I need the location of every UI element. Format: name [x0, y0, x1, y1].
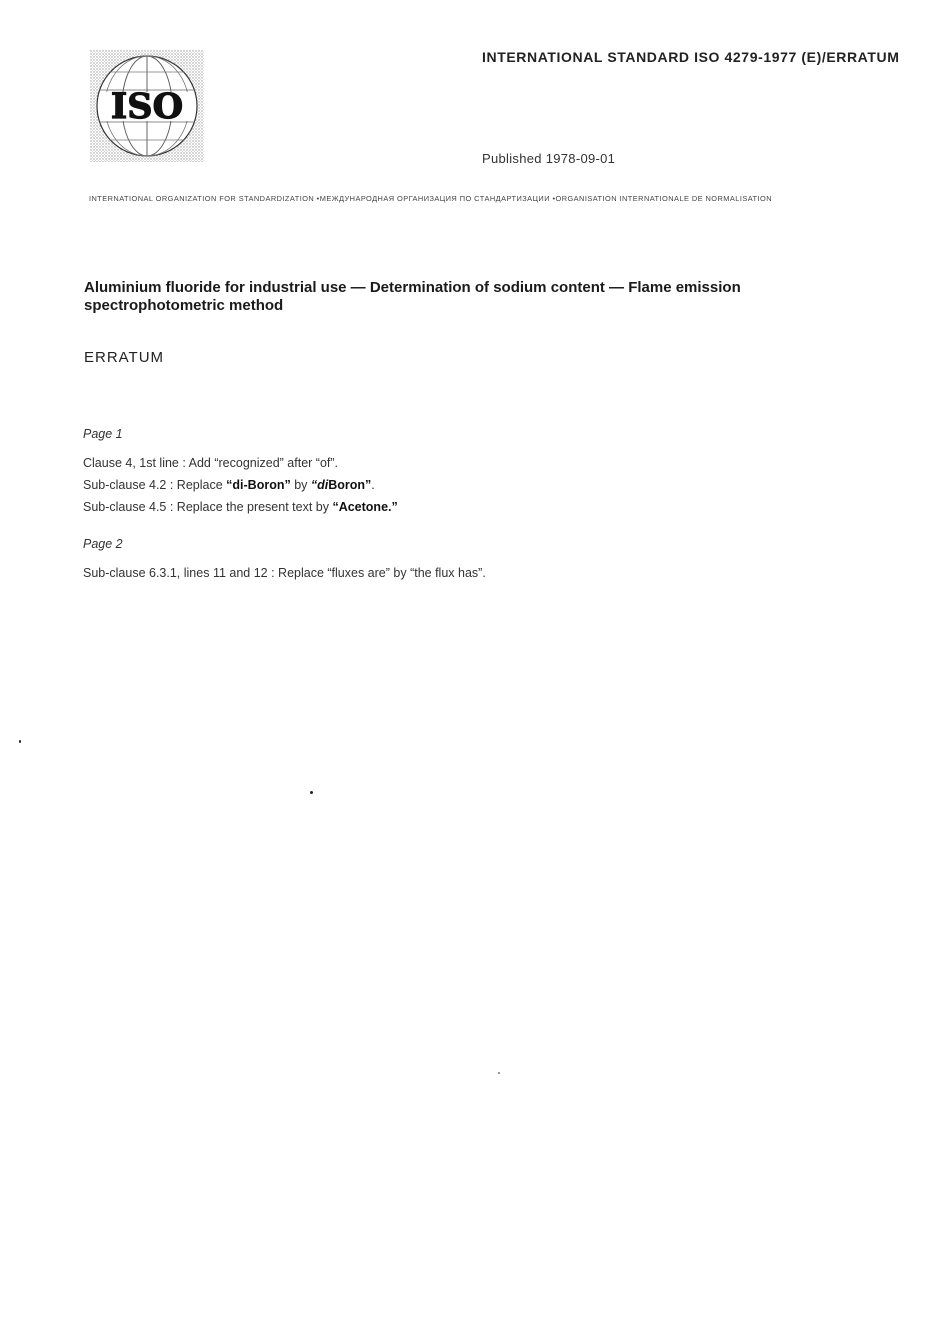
iso-logo-text: ISO [110, 86, 184, 127]
entry-text: . [482, 566, 486, 580]
correction-entry [83, 478, 375, 492]
entry-text: Sub-clause 6.3.1, lines 11 and 12 : Replace [83, 566, 328, 580]
entry-quoted: “Acetone.” [332, 500, 398, 514]
entry-text: by [389, 566, 411, 580]
section-label-page-2: Page 2 [83, 537, 123, 551]
title-line-1: Aluminium fluoride for industrial use — Determination of sodium content — Flame emission [84, 279, 741, 296]
entry-text: by [290, 478, 311, 492]
entry-target: “of” [315, 456, 335, 470]
publication-date: Published 1978-09-01 [482, 151, 616, 166]
erratum-heading: ERRATUM [84, 349, 165, 366]
iso-logo [90, 50, 204, 162]
entry-text: after [283, 456, 316, 470]
correction-entry [83, 566, 486, 580]
correction-entry [83, 456, 338, 470]
entry-quoted: “di-Boron” [226, 478, 291, 492]
standard-number: INTERNATIONAL STANDARD ISO 4279-1977 (E)/ERRATUM [482, 49, 900, 65]
scan-speck [310, 791, 313, 794]
correction-entry [83, 500, 398, 514]
title-line-2: spectrophotometric method [84, 297, 284, 314]
scan-speck [498, 1072, 500, 1074]
entry-text: Clause 4, 1st line : Add [83, 456, 215, 470]
organization-line: INTERNATIONAL ORGANIZATION FOR STANDARDIZATION •МЕЖДУНАРОДНАЯ ОРГАНИЗАЦИЯ ПО СТАНДАРТИЗАЦИИ •ORGANISATION INTERNATIONALE DE NORMALISATION [89, 194, 772, 203]
entry-quoted: “fluxes are” [327, 566, 390, 580]
entry-italic-prefix: “di [310, 478, 329, 492]
section-label-page-1: Page 1 [83, 427, 123, 441]
entry-text: Sub-clause 4.5 : Replace the present text by [83, 500, 333, 514]
entry-text: . [371, 478, 375, 492]
document-title [84, 279, 804, 315]
entry-text: Sub-clause 4.2 : Replace [83, 478, 227, 492]
entry-quoted: “recognized” [214, 456, 284, 470]
entry-target: Boron” [328, 478, 372, 492]
scan-speck [19, 740, 21, 743]
entry-target: “the flux has” [410, 566, 483, 580]
entry-text: . [334, 456, 339, 470]
